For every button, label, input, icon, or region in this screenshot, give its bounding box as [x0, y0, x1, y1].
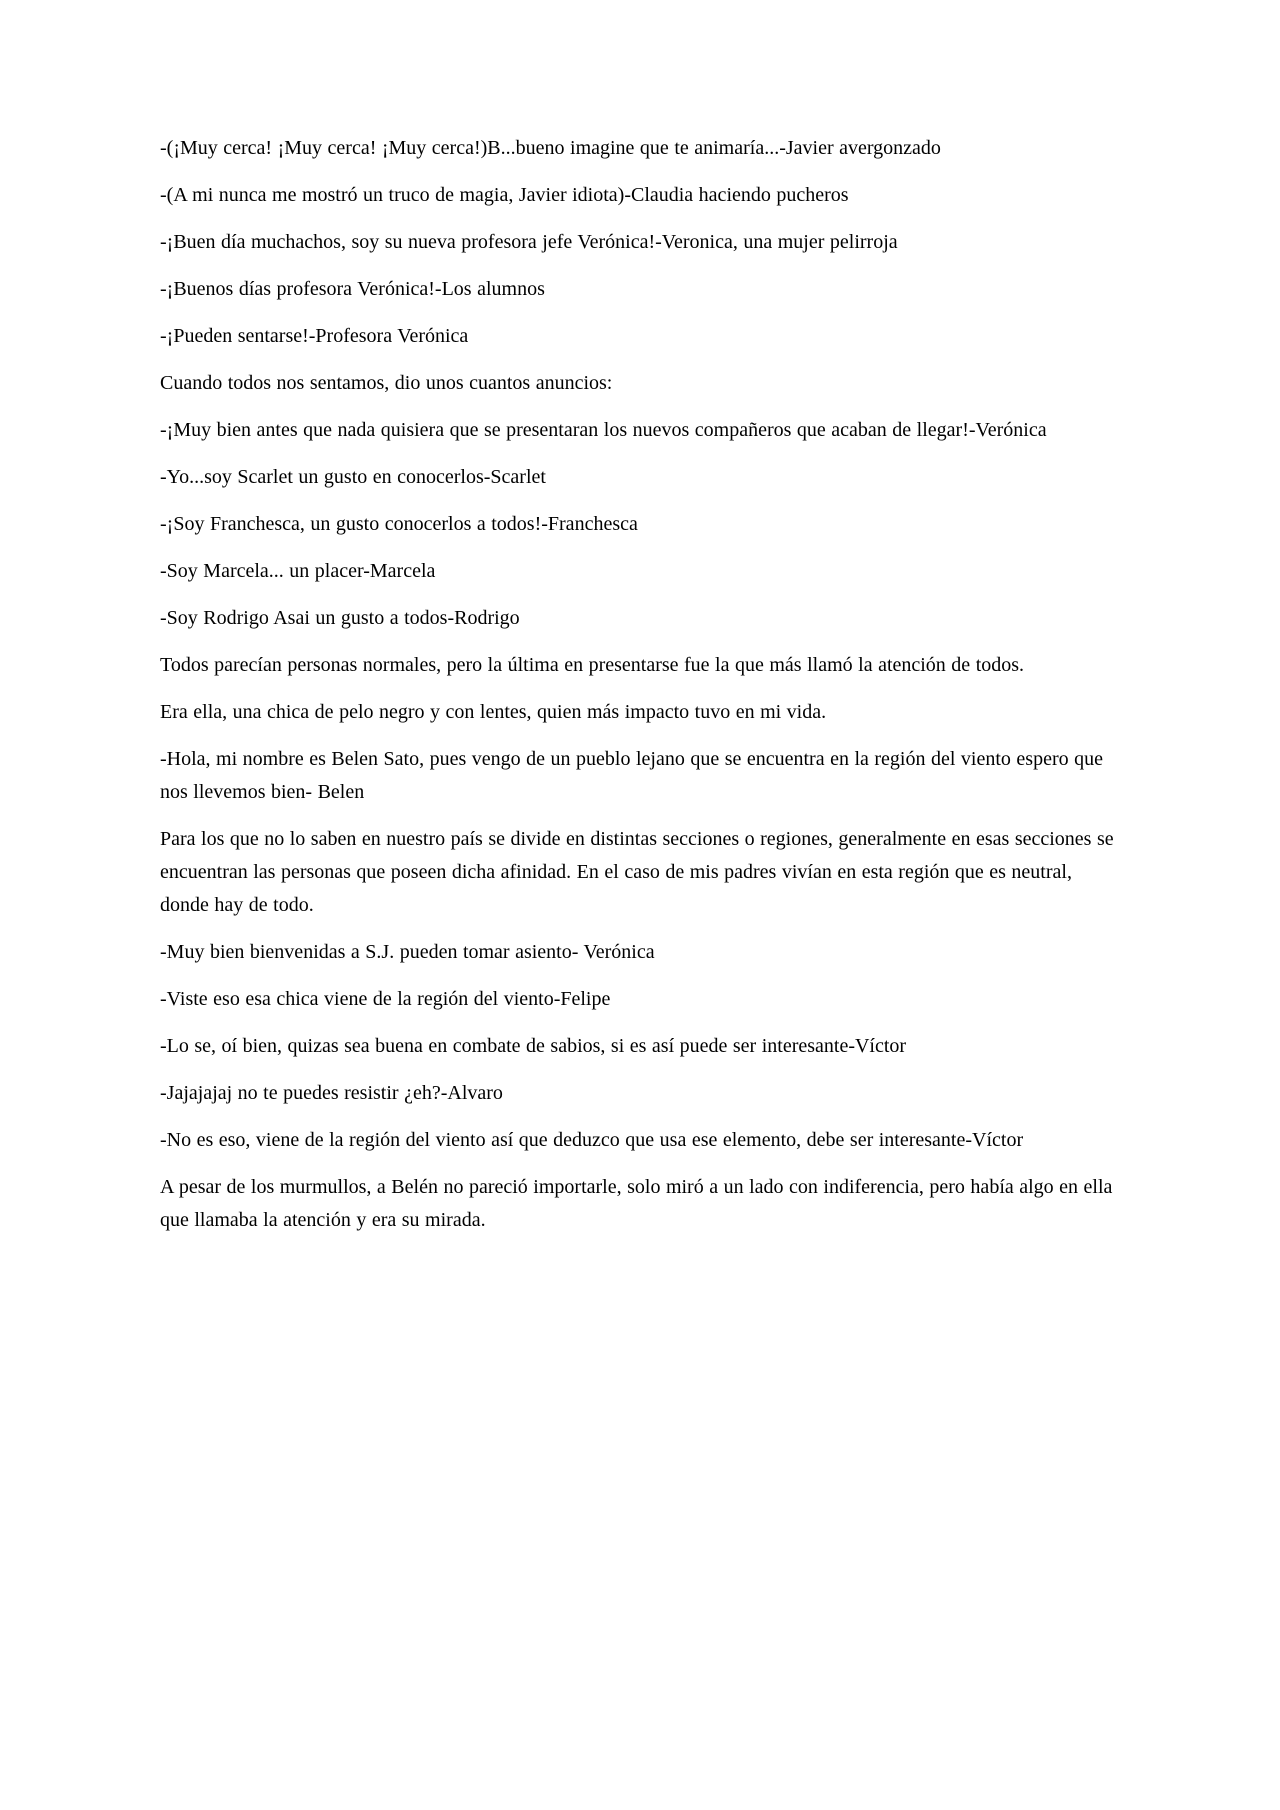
- paragraph: -Soy Marcela... un placer-Marcela: [160, 560, 436, 582]
- paragraph: -No es eso, viene de la región del viento así que deduzco que usa ese elemento, debe ser interesante-Víctor: [160, 1129, 1024, 1151]
- paragraph: -Soy Rodrigo Asai un gusto a todos-Rodrigo: [160, 607, 520, 629]
- paragraph: A pesar de los murmullos, a Belén no pareció importarle, solo miró a un lado con indiferencia, pero había algo en ella que llamaba la atención y era su mirada.: [160, 1176, 1113, 1231]
- paragraph: -(A mi nunca me mostró un truco de magia, Javier idiota)-Claudia haciendo pucheros: [160, 184, 849, 206]
- document-content: [160, 132, 1120, 1237]
- paragraph: Para los que no lo saben en nuestro país se divide en distintas secciones o regiones, generalmente en esas secciones se encuentran las personas que poseen dicha afinidad. En el caso de mis padres vivían en esta región que es neutral, donde hay de todo.: [160, 828, 1114, 916]
- paragraph: -Yo...soy Scarlet un gusto en conocerlos-Scarlet: [160, 466, 546, 488]
- paragraph: -(¡Muy cerca! ¡Muy cerca! ¡Muy cerca!)B...bueno imagine que te animaría...-Javier avergonzado: [160, 137, 941, 159]
- paragraph: Todos parecían personas normales, pero la última en presentarse fue la que más llamó la atención de todos.: [160, 654, 1025, 676]
- paragraph: -Lo se, oí bien, quizas sea buena en combate de sabios, si es así puede ser interesante-Víctor: [160, 1035, 907, 1057]
- paragraph: -Hola, mi nombre es Belen Sato, pues vengo de un pueblo lejano que se encuentra en la región del viento espero que nos llevemos bien- Belen: [160, 748, 1103, 803]
- paragraph: Cuando todos nos sentamos, dio unos cuantos anuncios:: [160, 372, 613, 394]
- paragraph: -Muy bien bienvenidas a S.J. pueden tomar asiento- Verónica: [160, 941, 655, 963]
- paragraph: -Viste eso esa chica viene de la región del viento-Felipe: [160, 988, 611, 1010]
- paragraph: -¡Pueden sentarse!-Profesora Verónica: [160, 325, 469, 347]
- paragraph: Era ella, una chica de pelo negro y con lentes, quien más impacto tuvo en mi vida.: [160, 701, 827, 723]
- paragraph: -Jajajajaj no te puedes resistir ¿eh?-Alvaro: [160, 1082, 503, 1104]
- paragraph: -¡Muy bien antes que nada quisiera que se presentaran los nuevos compañeros que acaban de llegar!-Verónica: [160, 419, 1047, 441]
- paragraph: -¡Soy Franchesca, un gusto conocerlos a todos!-Franchesca: [160, 513, 638, 535]
- paragraph: -¡Buen día muchachos, soy su nueva profesora jefe Verónica!-Veronica, una mujer pelirroja: [160, 231, 898, 253]
- paragraph: -¡Buenos días profesora Verónica!-Los alumnos: [160, 278, 545, 300]
